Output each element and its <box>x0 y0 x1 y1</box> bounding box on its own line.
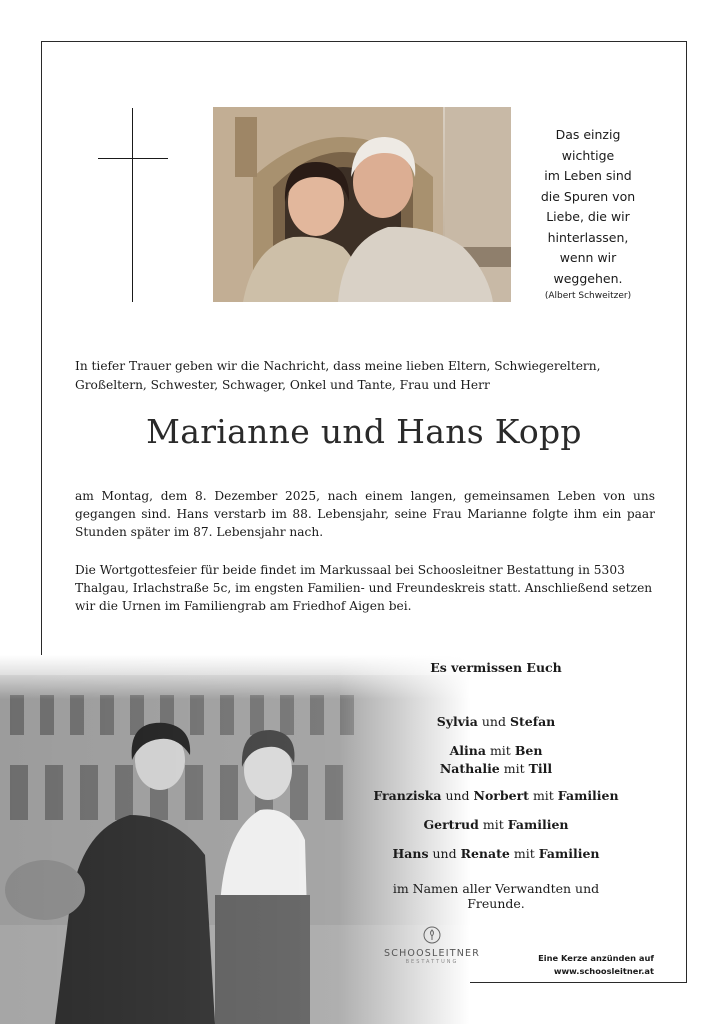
quote-line: hinterlassen, <box>547 229 629 245</box>
logo-brand: SCHOOSLEITNER <box>384 948 481 959</box>
quote-block <box>532 125 644 303</box>
venice-memory-photo <box>0 655 470 1024</box>
mourners-heading: Es vermissen Euch <box>430 660 562 675</box>
mourner-line: Alina mit Ben <box>449 743 543 758</box>
deceased-name: Marianne und Hans Kopp <box>146 412 582 451</box>
logo-sub: BESTATTUNG <box>405 959 459 965</box>
rose-icon <box>423 926 441 944</box>
quote-line: weggehen. <box>553 270 623 286</box>
quote-line: Das einzig wichtige <box>555 127 621 163</box>
funeral-home-logo <box>384 926 480 965</box>
quote-line: die Spuren von <box>540 188 636 204</box>
mourners-closing: im Namen aller Verwandten und Freunde. <box>392 881 600 911</box>
candle-url[interactable]: www.schoosleitner.at <box>553 966 654 976</box>
mourner-line: Franziska und Norbert mit Familien <box>373 788 619 803</box>
couple-photo <box>213 107 511 302</box>
quote-line: im Leben sind <box>544 168 632 183</box>
quote-author: (Albert Schweitzer) <box>544 291 632 301</box>
intro-text: In tiefer Trauer geben wir die Nachricht, dass meine lieben Eltern, Schwiegereltern, Großeltern, Schwester, Schwager, Onkel und Tante, Frau und Herr <box>75 359 601 392</box>
candle-text: Eine Kerze anzünden auf <box>538 953 654 963</box>
mourner-line: Nathalie mit Till <box>439 761 553 776</box>
mourner-line: Hans und Renate mit Familien <box>392 846 600 861</box>
candle-link-block[interactable] <box>520 952 654 978</box>
quote-line: wenn wir <box>559 250 617 265</box>
mourner-line: Gertrud mit Familien <box>423 817 569 832</box>
mourner-line: Sylvia und Stefan <box>436 714 556 729</box>
quote-line: Liebe, die wir <box>546 209 630 224</box>
death-notice-paragraph: am Montag, dem 8. Dezember 2025, nach einem langen, gemeinsamen Leben von uns gegangen sind. Hans verstarb im 88. Lebensjahr, seine Frau Marianne folgte ihm ein paar Stunden später im 87. Lebensjahr nach. <box>75 489 655 539</box>
ceremony-paragraph: Die Wortgottesfeier für beide findet im Markussaal bei Schoosleitner Bestattung in 5303 Thalgau, Irlachstraße 5c, im engsten Familien- und Freundeskreis statt. Anschließend setzen wir die Urnen im Familiengrab am Friedhof Aigen bei. <box>75 563 653 613</box>
